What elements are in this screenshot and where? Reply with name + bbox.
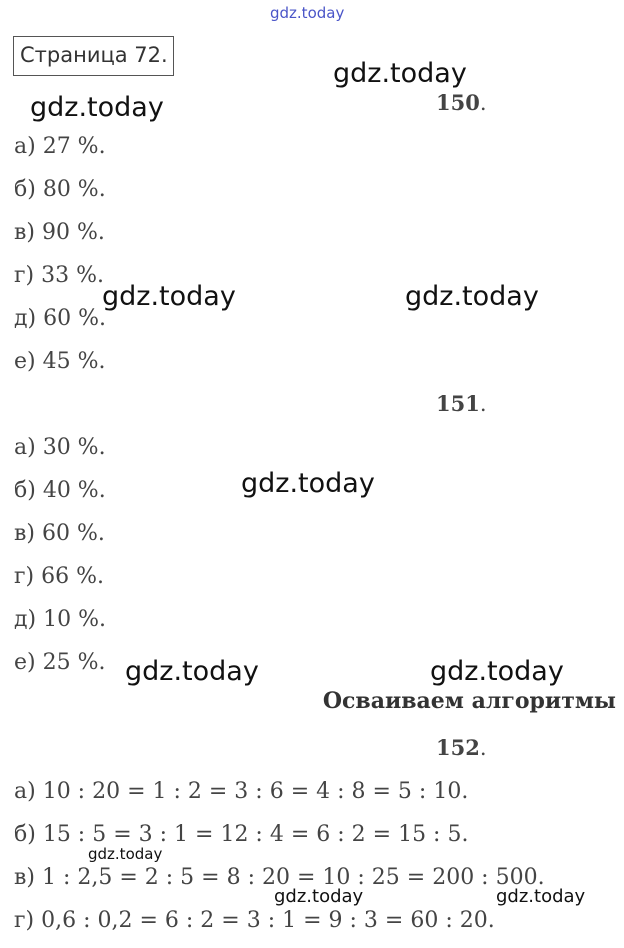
answer-line: е) 25 %.: [14, 650, 106, 675]
problem-number-151: 151.: [436, 391, 487, 416]
watermark: gdz.today: [274, 886, 364, 907]
watermark: gdz.today: [333, 58, 467, 89]
answer-line: в) 60 %.: [14, 521, 105, 546]
answer-line: а) 10 : 20 = 1 : 2 = 3 : 6 = 4 : 8 = 5 : 10.: [14, 779, 469, 804]
problem-number-152: 152.: [436, 735, 487, 760]
watermark: gdz.today: [102, 281, 236, 312]
problem-number-text: 150: [436, 90, 480, 115]
answer-line: б) 80 %.: [14, 177, 106, 202]
watermark: gdz.today: [88, 845, 163, 863]
answer-line: г) 0,6 : 0,2 = 6 : 2 = 3 : 1 = 9 : 3 = 60 : 20.: [14, 908, 495, 933]
answer-line: г) 66 %.: [14, 564, 104, 589]
answer-line: д) 10 %.: [14, 607, 107, 632]
answer-line: а) 27 %.: [14, 134, 106, 159]
problem-number-text: 152: [436, 735, 480, 760]
page-label: Страница 72.: [20, 43, 168, 67]
answer-line: в) 90 %.: [14, 220, 105, 245]
watermark: gdz.today: [405, 281, 539, 312]
problem-number-150: 150.: [436, 90, 487, 115]
watermark: gdz.today: [496, 886, 586, 907]
answer-line: б) 15 : 5 = 3 : 1 = 12 : 4 = 6 : 2 = 15 : 5.: [14, 822, 469, 847]
answer-line: б) 40 %.: [14, 478, 106, 503]
watermark: gdz.today: [125, 656, 259, 687]
watermark: gdz.today: [430, 656, 564, 687]
problem-number-text: 151: [436, 391, 480, 416]
watermark: gdz.today: [270, 4, 345, 22]
page-label-box: [13, 36, 174, 76]
answer-line: г) 33 %.: [14, 263, 104, 288]
answer-line: в) 1 : 2,5 = 2 : 5 = 8 : 20 = 10 : 25 = 200 : 500.: [14, 865, 545, 890]
section-title: Осваиваем алгоритмы: [322, 688, 616, 714]
answer-line: д) 60 %.: [14, 306, 107, 331]
watermark: gdz.today: [30, 92, 164, 123]
answer-line: е) 45 %.: [14, 349, 106, 374]
answer-line: а) 30 %.: [14, 435, 106, 460]
watermark: gdz.today: [241, 468, 375, 499]
